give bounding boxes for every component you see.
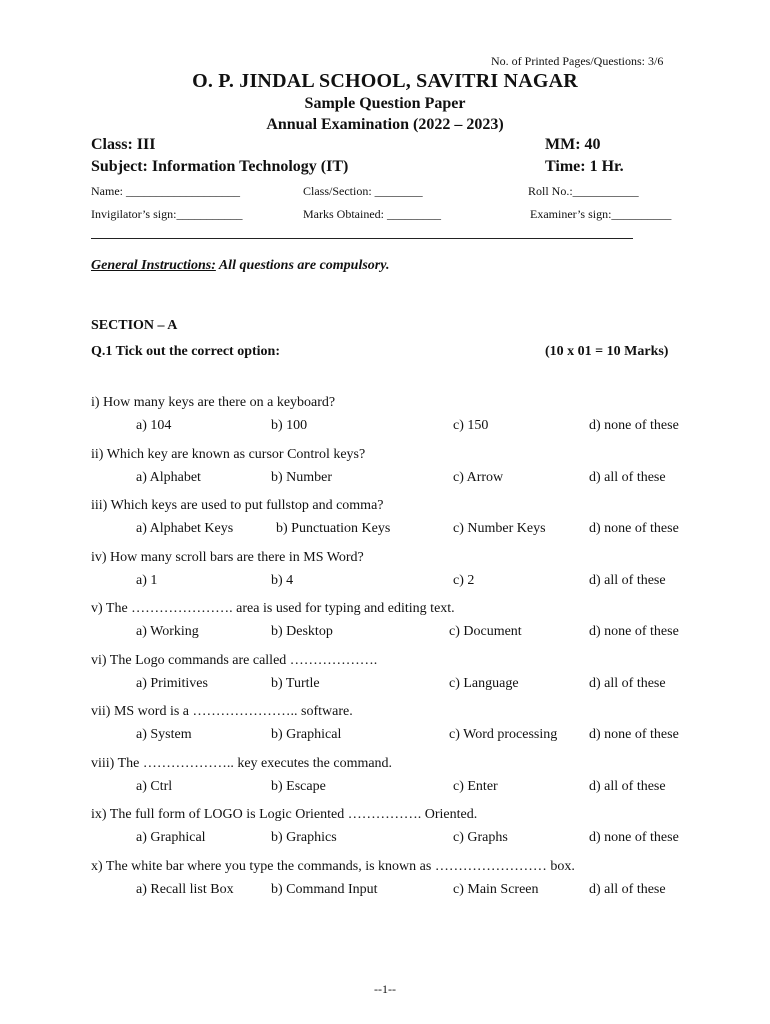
answer-option[interactable]: d) none of these (589, 727, 679, 742)
examiner-field: Examiner’s sign:__________ (530, 207, 672, 221)
answer-option[interactable]: c) Number Keys (453, 521, 546, 536)
marks-obtained-field: Marks Obtained: _________ (303, 207, 441, 221)
question-text: x) The white bar where you type the commands, is known as …………………… box. (91, 859, 575, 874)
class-section-field: Class/Section: ________ (303, 184, 423, 198)
answer-option[interactable]: b) 100 (271, 418, 308, 433)
exam-title: Annual Examination (2022 – 2023) (266, 116, 504, 133)
subject-label: Subject: Information Technology (IT) (91, 158, 349, 175)
answer-option[interactable]: c) Document (449, 624, 522, 639)
divider (91, 238, 633, 239)
question-text: viii) The ……………….. key executes the command. (91, 756, 393, 771)
time-label: Time: 1 Hr. (545, 158, 624, 175)
answer-option[interactable]: d) all of these (589, 470, 666, 485)
answer-option[interactable]: c) 150 (453, 418, 489, 433)
answer-option[interactable]: a) 1 (136, 573, 158, 588)
page-number: --1-- (374, 982, 396, 996)
answer-option[interactable]: b) Escape (271, 779, 326, 794)
answer-option[interactable]: a) Working (136, 624, 199, 639)
answer-option[interactable]: c) 2 (453, 573, 475, 588)
question-title: Q.1 Tick out the correct option: (91, 344, 280, 359)
answer-option[interactable]: a) Ctrl (136, 779, 173, 794)
question-text: v) The …………………. area is used for typing and editing text. (91, 601, 455, 616)
question-text: vi) The Logo commands are called ………………. (91, 653, 378, 668)
answer-option[interactable]: c) Enter (453, 779, 498, 794)
question-text: i) How many keys are there on a keyboard? (91, 395, 336, 410)
answer-option[interactable]: a) Primitives (136, 676, 208, 691)
answer-option[interactable]: c) Language (449, 676, 519, 691)
answer-option[interactable]: a) System (136, 727, 192, 742)
answer-option[interactable]: b) Graphics (271, 830, 337, 845)
instructions-text: All questions are compulsory. (215, 258, 390, 273)
answer-option[interactable]: b) Command Input (271, 882, 378, 897)
question-text: ii) Which key are known as cursor Control keys? (91, 447, 366, 462)
answer-option[interactable]: a) Recall list Box (136, 882, 234, 897)
answer-option[interactable]: c) Arrow (453, 470, 504, 485)
question-text: iii) Which keys are used to put fullstop and comma? (91, 498, 384, 513)
answer-option[interactable]: b) Desktop (271, 624, 333, 639)
answer-option[interactable]: c) Graphs (453, 830, 508, 845)
question-text: ix) The full form of LOGO is Logic Oriented ……………. Oriented. (91, 807, 478, 822)
answer-option[interactable]: a) 104 (136, 418, 172, 433)
paper-title: Sample Question Paper (304, 95, 466, 112)
school-name: O. P. JINDAL SCHOOL, SAVITRI NAGAR (192, 70, 578, 92)
question-text: vii) MS word is a ………………….. software. (91, 704, 353, 719)
answer-option[interactable]: d) all of these (589, 779, 666, 794)
answer-option[interactable]: b) Punctuation Keys (276, 521, 391, 536)
class-label: Class: III (91, 136, 156, 153)
answer-option[interactable]: d) all of these (589, 573, 666, 588)
instructions-label: General Instructions: (91, 258, 216, 273)
answer-option[interactable]: b) Turtle (271, 676, 320, 691)
printed-pages: No. of Printed Pages/Questions: 3/6 (491, 54, 664, 68)
name-field: Name: ___________________ (91, 184, 240, 198)
roll-no-field: Roll No.:___________ (528, 184, 639, 198)
answer-option[interactable]: b) 4 (271, 573, 294, 588)
section-title: SECTION – A (91, 318, 178, 333)
answer-option[interactable]: a) Graphical (136, 830, 206, 845)
answer-option[interactable]: b) Graphical (271, 727, 342, 742)
answer-option[interactable]: b) Number (271, 470, 333, 485)
answer-option[interactable]: c) Word processing (449, 727, 558, 742)
answer-option[interactable]: a) Alphabet (136, 470, 201, 485)
answer-option[interactable]: d) none of these (589, 418, 679, 433)
max-marks: MM: 40 (545, 136, 601, 153)
answer-option[interactable]: d) all of these (589, 676, 666, 691)
answer-option[interactable]: d) none of these (589, 521, 679, 536)
answer-option[interactable]: d) all of these (589, 882, 666, 897)
answer-option[interactable]: d) none of these (589, 830, 679, 845)
question-marks: (10 x 01 = 10 Marks) (545, 344, 669, 359)
general-instructions (91, 258, 389, 274)
answer-option[interactable]: a) Alphabet Keys (136, 521, 234, 536)
answer-option[interactable]: d) none of these (589, 624, 679, 639)
question-text: iv) How many scroll bars are there in MS Word? (91, 550, 364, 565)
answer-option[interactable]: c) Main Screen (453, 882, 539, 897)
invigilator-field: Invigilator’s sign:___________ (91, 207, 243, 221)
